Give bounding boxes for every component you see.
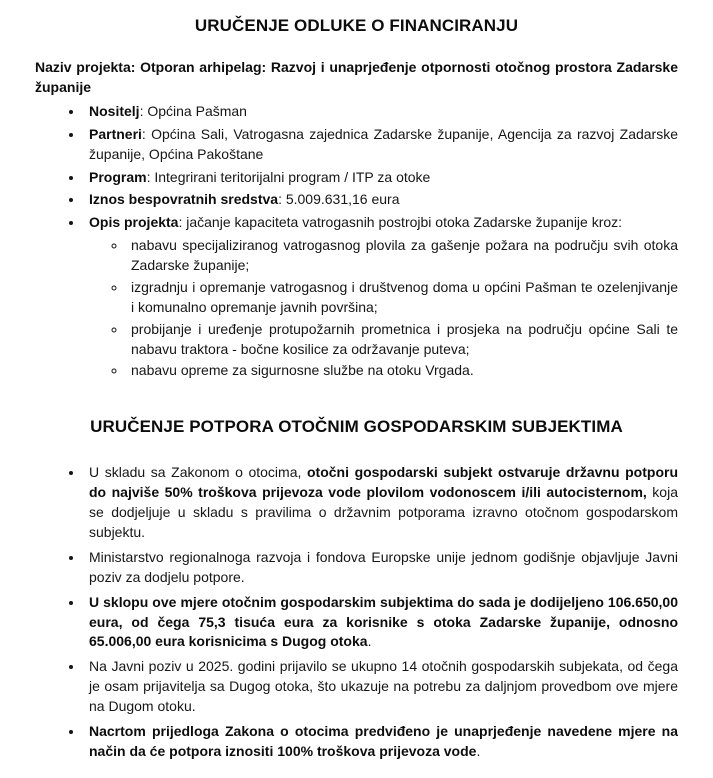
section1-bullet-list xyxy=(35,102,678,381)
list-item-javni-poziv-2025 xyxy=(84,657,678,717)
list-item-opis-text xyxy=(89,214,622,230)
section2-bullet-list xyxy=(35,463,678,761)
text-run: Partneri xyxy=(89,125,142,142)
text-run: : jačanje kapaciteta vatrogasnih postrojbi otoka Zadarske županije kroz: xyxy=(178,214,623,231)
text-run: Opis projekta xyxy=(89,214,179,231)
text-run: U sklopu ove mjere otočnim gospodarskim subjektima do sada je dodijeljeno 106.650,00 eura, od čega 75,3 tisuća eura za korisnike s otoka Zadarske županije, odnosno 65.006,00 eura korisnicima s Dugog otoka xyxy=(89,593,678,650)
text-run: : Općina Pašman xyxy=(139,102,247,119)
sub-list-item: ◦ izgradnju i opremanje vatrogasnog i društvenog doma u općini Pašman te ozelenjivanje i komunalno opremanje javnih površina; xyxy=(127,278,678,318)
section2-title: URUČENJE POTPORA OTOČNIM GOSPODARSKIM SUBJEKTIMA xyxy=(90,417,623,437)
text-run: : 5.009.631,16 eura xyxy=(278,191,400,208)
text-run: : Integrirani teritorijalni program / ITP za otoke xyxy=(146,168,431,185)
list-item-iznos xyxy=(84,190,678,210)
text-run: Nacrtom prijedloga Zakona o otocima predviđeno je unaprjeđenje navedene mjere na način da će potpora iznositi 100% troškova prijevoza vode xyxy=(89,722,678,759)
sub-list-item: ◦ nabavu opreme za sigurnosne službe na otoku Vrgada. xyxy=(127,361,678,381)
list-item-nositelj xyxy=(84,102,678,122)
list-item-nacrt-prijedloga xyxy=(84,722,678,762)
text-run: Ministarstvo regionalnoga razvoja i fondova Europske unije jednom godišnje objavljuje Javni poziv za dodjelu potpore. xyxy=(89,548,678,585)
text-run: Naziv projekta: Otporan arhipelag: Razvoj i unaprjeđenje otpornosti otočnog prostora Zadarske županije xyxy=(35,59,678,95)
list-item-dodijeljeno xyxy=(84,593,678,653)
text-run: Iznos bespovratnih sredstva xyxy=(89,191,279,208)
section1-sub-bullet-list xyxy=(89,236,678,381)
sub-list-item: ◦ probijanje i uređenje protupožarnih prometnica i prosjeka na području općine Sali te nabavu traktora - bočne kosilice za održavanje puteva; xyxy=(127,320,678,360)
text-run: Na Javni poziv u 2025. godini prijavilo se ukupno 14 otočnih gospodarskih subjekata, od čega je osam prijavitelja sa Dugog otoka, što ukazuje na potrebu za daljnjom provedbom ove mjere na Dugom otoku. xyxy=(89,658,678,714)
list-item-zakon-o-otocima xyxy=(84,463,678,543)
text-run: . xyxy=(367,633,372,650)
text-run: koja se dodjeljuje u skladu s pravilima o državnim potporama izravno otočnom gospodarskom subjektu. xyxy=(89,484,678,540)
text-run: . xyxy=(476,742,481,759)
text-run: Nositelj xyxy=(89,102,140,119)
list-item-opis xyxy=(84,213,678,381)
project-name-paragraph xyxy=(35,58,678,98)
text-run: U skladu sa Zakonom o otocima, xyxy=(89,464,307,481)
section1-title: URUČENJE ODLUKE O FINANCIRANJU xyxy=(194,16,519,35)
list-item-program xyxy=(84,168,678,188)
text-run: otočni gospodarski subjekt ostvaruje državnu potporu do najviše 50% troškova prijevoza vode plovilom vodonoscem i/ili autocisternom, xyxy=(89,464,678,501)
list-item-partneri xyxy=(84,125,678,165)
text-run: : Općina Sali, Vatrogasna zajednica Zadarske županije, Agencija za razvoj Zadarske županije, Općina Pakoštane xyxy=(89,125,678,162)
text-run: Program xyxy=(89,168,147,185)
list-item-ministarstvo xyxy=(84,548,678,588)
sub-list-item: ◦ nabavu specijaliziranog vatrogasnog plovila za gašenje požara na području svih otoka Zadarske županije; xyxy=(127,236,678,276)
